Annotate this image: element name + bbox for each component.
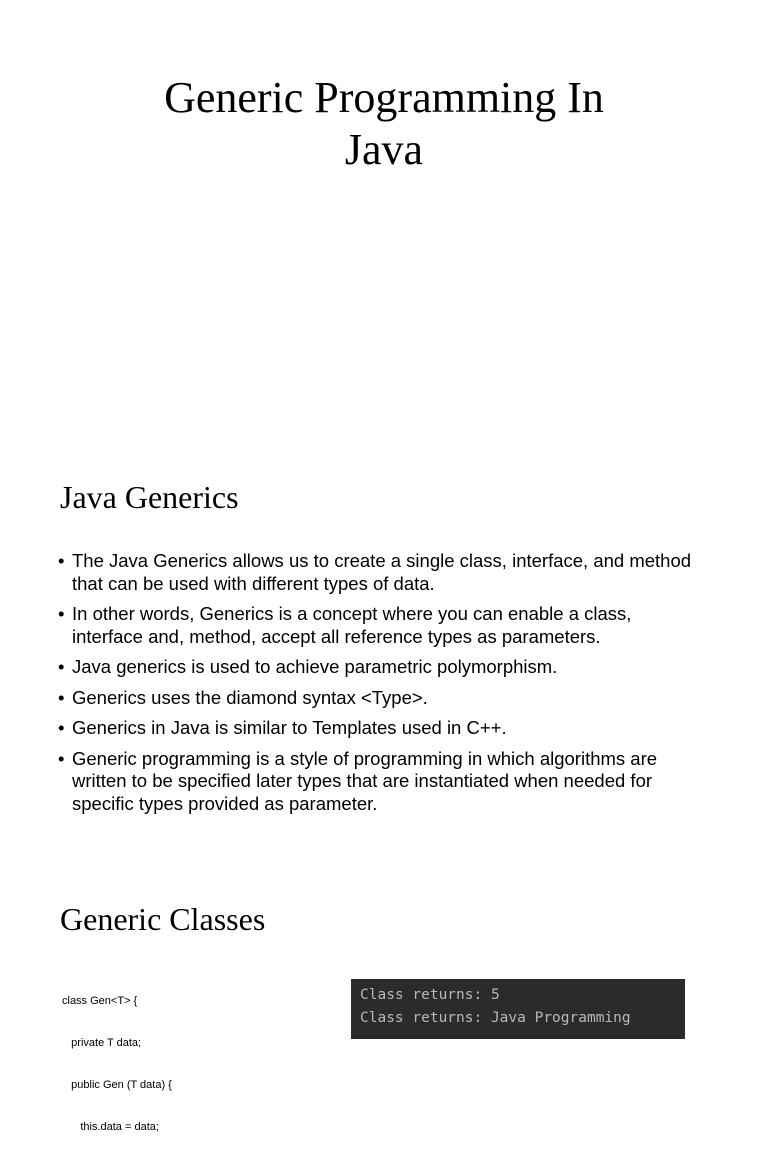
bullet-text-line: Generic programming is a style of programming in which algorithms are [72, 747, 658, 769]
code-line: private T data; [62, 1037, 142, 1049]
bullet-list [58, 550, 718, 823]
bullet-icon: • [58, 656, 65, 677]
title-line-1: Generic Programming In [164, 73, 604, 122]
bullet-text-line: Generics uses the diamond syntax <Type>. [72, 686, 428, 708]
bullet-icon: • [58, 550, 65, 571]
console-output [351, 979, 685, 1039]
bullet-icon: • [58, 717, 65, 738]
title-slide [0, 0, 768, 440]
generic-classes-slide [0, 880, 768, 1133]
code-line: this.data = data; [62, 1121, 159, 1133]
bullet-item [58, 687, 718, 710]
bullet-item [58, 550, 718, 595]
bullet-text-line: The Java Generics allows us to create a single class, interface, and method [72, 550, 692, 571]
bullet-icon: • [58, 603, 65, 624]
console-line: Class returns: 5 [360, 987, 500, 1003]
bullet-text-line: In other words, Generics is a concept where you can enable a class, [72, 603, 632, 624]
bullet-icon: • [58, 747, 65, 769]
bullet-item [58, 748, 718, 816]
bullet-text-line: that can be used with different types of data. [72, 572, 435, 594]
bullet-text-line: Java generics is used to achieve parametric polymorphism. [72, 656, 558, 677]
bullet-icon: • [58, 686, 65, 708]
title-line-2: Java [344, 125, 424, 174]
code-line: class Gen<T> { [62, 995, 138, 1007]
console-line: Class returns: Java Programming [360, 1010, 631, 1026]
bullet-text-line: written to be specified later types that are instantiated when needed for [72, 770, 653, 791]
bullet-text-line: interface and, method, accept all reference types as parameters. [72, 625, 601, 647]
code-line: public Gen (T data) { [62, 1079, 172, 1091]
java-generics-slide [0, 440, 768, 880]
bullet-text-line: specific types provided as parameter. [72, 792, 378, 814]
bullet-item [58, 603, 718, 648]
bullet-item [58, 717, 718, 740]
bullet-item [58, 656, 718, 679]
slide-heading: Generic Classes [60, 901, 266, 937]
code-snippet [62, 966, 172, 1162]
bullet-text-line: Generics in Java is similar to Templates used in C++. [72, 717, 507, 738]
slide-title [0, 72, 768, 176]
slide-heading: Java Generics [60, 479, 239, 515]
